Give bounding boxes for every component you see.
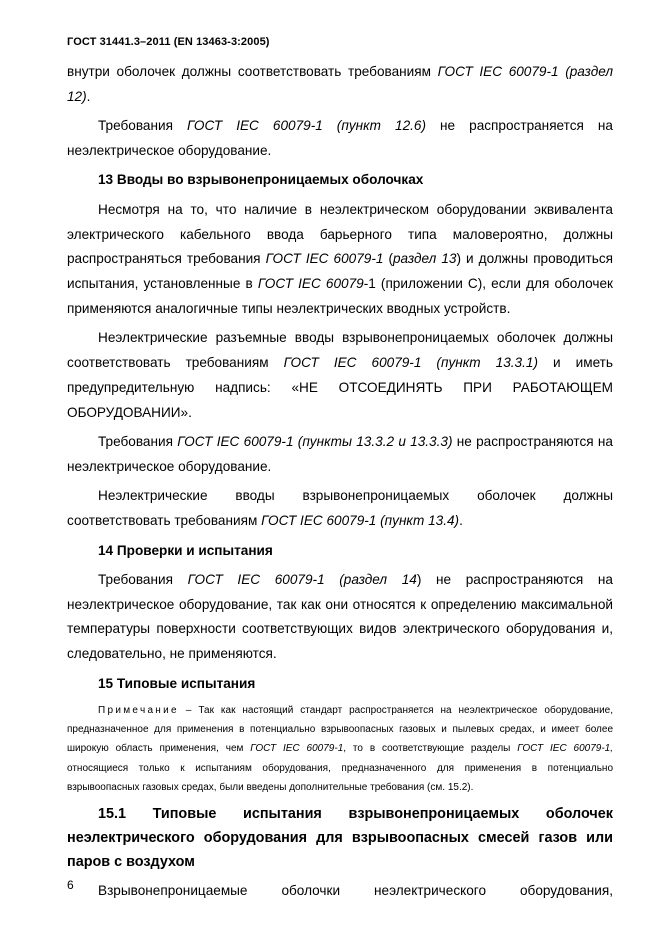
paragraph: внутри оболочек должны соответствовать требованиям ГОСТ IEC 60079-1 (раздел 12). xyxy=(67,64,614,104)
note-label: Примечание xyxy=(98,705,179,717)
paragraph: Взрывонепроницаемые оболочки неэлектрического оборудования, xyxy=(98,883,613,899)
paragraph: Требования ГОСТ IEC 60079-1 (пункты 13.3.2 и 13.3.3) не распространяются на неэлектрическое оборудование. xyxy=(67,434,613,474)
paragraph: Неэлектрические вводы взрывонепроницаемых оболочек должны соответствовать требованиям ГОСТ IEC 60079-1 (пункт 13.4). xyxy=(67,488,613,529)
paragraph: Несмотря на то, что наличие в неэлектрическом оборудовании эквивалента электрического кабельного ввода барьерного типа маловероятно, должны распространяться требования ГОСТ IEC 60079-1 (раздел 13) и должны проводиться испытания, установленные в ГОСТ IEC 60079-1 (приложении С), если для оболочек применяются аналогичные типы неэлектрических вводных устройств. xyxy=(67,201,614,316)
page-number: 6 xyxy=(67,878,74,892)
section-heading-13: 13 Вводы во взрывонепроницаемых оболочках xyxy=(98,172,424,188)
document-body xyxy=(67,60,613,909)
paragraph: Требования ГОСТ IEC 60079-1 (раздел 14) не распространяются на неэлектрическое оборудование, так как они относятся к определению максимальной температуры поверхности соответствующих видов электрического оборудования и, следовательно, не применяются. xyxy=(67,571,613,662)
note: Примечание – Так как настоящий стандарт распространяется на неэлектрическое оборудование, предназначенное для применения в потенциально взрывоопасных газовых и пылевых средах, и имеет более широкую область применения, чем ГОСТ IEC 60079-1, то в соответствующие разделы ГОСТ IEC 60079-1, относящиеся только к испытаниям оборудования, предназначенного для применения в потенциально взрывоопасных газовых средах, были введены дополнительные требования (см. 15.2). xyxy=(67,705,614,793)
subsection-heading-15-1: 15.1 Типовые испытания взрывонепроницаемых оболочек неэлектрического оборудования для взрывоопасных смесей газов или паров с воздухом xyxy=(67,805,613,871)
document-header: ГОСТ 31441.3–2011 (EN 13463-3:2005) xyxy=(67,36,270,48)
paragraph: Требования ГОСТ IEC 60079-1 (пункт 12.6) не распространяется на неэлектрическое оборудование. xyxy=(67,118,613,158)
paragraph: Неэлектрические разъемные вводы взрывонепроницаемых оболочек должны соответствовать требованиям ГОСТ IEC 60079-1 (пункт 13.3.1) и иметь предупредительную надпись: «НЕ ОТСОЕДИНЯТЬ ПРИ РАБОТАЮЩЕМ ОБОРУДОВАНИИ». xyxy=(67,330,613,420)
section-heading-14: 14 Проверки и испытания xyxy=(98,542,273,558)
section-heading-15: 15 Типовые испытания xyxy=(98,675,256,691)
